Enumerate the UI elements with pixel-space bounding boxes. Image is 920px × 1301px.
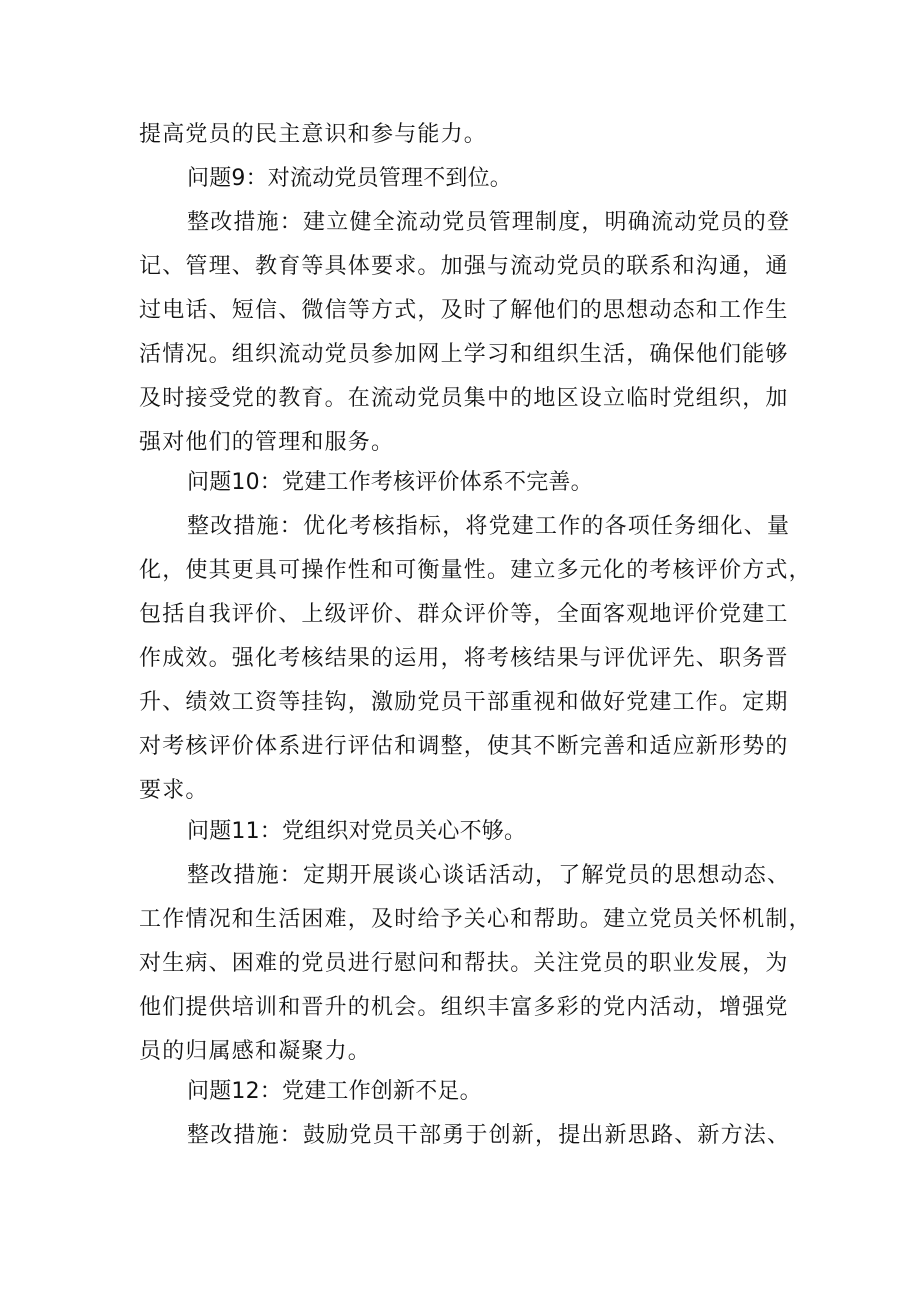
paragraph-line: 工作情况和生活困难，及时给予关心和帮助。建立党员关怀机制，: [139, 907, 812, 932]
paragraph-line: 作成效。强化考核结果的运用，将考核结果与评优评先、职务晋: [139, 646, 789, 671]
paragraph-line: 提高党员的民主意识和参与能力。: [139, 122, 488, 147]
paragraph-line: 过电话、短信、微信等方式，及时了解他们的思想动态和工作生: [139, 298, 789, 323]
paragraph-line: 整改措施：优化考核指标，将党建工作的各项任务细化、量: [187, 514, 791, 539]
paragraph-line: 对考核评价体系进行评估和调整，使其不断完善和适应新形势的: [139, 734, 789, 759]
paragraph-line: 及时接受党的教育。在流动党员集中的地区设立临时党组织，加: [139, 386, 789, 411]
section-heading-problem-11: 问题11：党组织对党员关心不够。: [187, 819, 527, 844]
paragraph-line: 升、绩效工资等挂钩，激励党员干部重视和做好党建工作。定期: [139, 690, 789, 715]
paragraph-line: 他们提供培训和晋升的机会。组织丰富多彩的党内活动，增强党: [139, 995, 789, 1020]
paragraph-line: 记、管理、教育等具体要求。加强与流动党员的联系和沟通，通: [139, 254, 789, 279]
section-heading-problem-12: 问题12：党建工作创新不足。: [187, 1079, 482, 1104]
paragraph-line: 强对他们的管理和服务。: [139, 430, 395, 455]
section-heading-problem-9: 问题9：对流动党员管理不到位。: [187, 166, 512, 191]
paragraph-line: 整改措施：鼓励党员干部勇于创新，提出新思路、新方法、: [187, 1123, 791, 1148]
paragraph-line: 包括自我评价、上级评价、群众评价等，全面客观地评价党建工: [139, 602, 789, 627]
paragraph-line: 整改措施：建立健全流动党员管理制度，明确流动党员的登: [187, 210, 791, 235]
paragraph-line: 活情况。组织流动党员参加网上学习和组织生活，确保他们能够: [139, 342, 789, 367]
paragraph-line: 对生病、困难的党员进行慰问和帮扶。关注党员的职业发展，为: [139, 951, 789, 976]
section-heading-problem-10: 问题10：党建工作考核评价体系不完善。: [187, 470, 593, 495]
paragraph-line: 整改措施：定期开展谈心谈话活动，了解党员的思想动态、: [187, 863, 791, 888]
paragraph-line: 员的归属感和凝聚力。: [139, 1039, 372, 1064]
paragraph-line: 要求。: [139, 778, 209, 803]
paragraph-line: 化，使其更具可操作性和可衡量性。建立多元化的考核评价方式，: [139, 558, 812, 583]
